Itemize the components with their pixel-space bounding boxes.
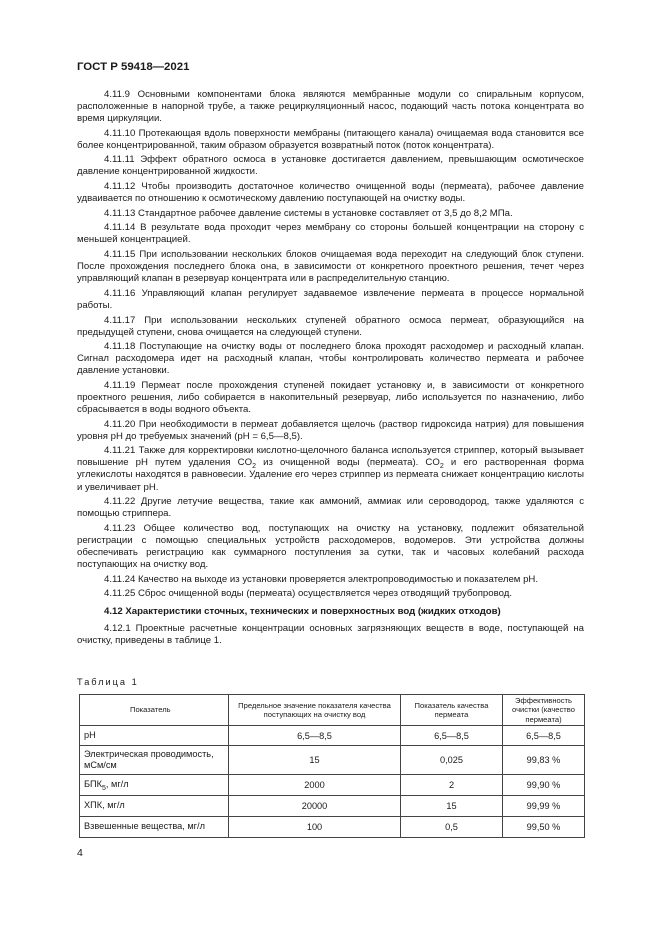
paragraph-4-11-25: 4.11.25 Сброс очищенной воды (пермеата) осуществляется через отводящий трубопровод.	[104, 588, 512, 600]
paragraph-4-11-11: 4.11.11 Эффект обратного осмоса в установке достигается давлением, превышающим осмотическое давление концентрированной жидкости.	[77, 154, 584, 178]
co2-subscript: 2	[439, 463, 444, 471]
row-name	[80, 775, 229, 796]
page-number: 4	[77, 847, 83, 859]
row-efficiency: 99,90 %	[503, 775, 585, 796]
paragraph-4-11-22: 4.11.22 Другие летучие вещества, такие как аммоний, аммиак или сероводород, также удаляются с помощью стриппера.	[77, 496, 584, 520]
paragraph-4-11-19: 4.11.19 Пермеат после прохождения ступеней покидает установку и, в зависимости от конкретного проектного решения, либо собирается в накопительный резервуар, либо используется по назначению, либо сбрасывается в воды водного объекта.	[77, 379, 584, 416]
row-limit: 100	[229, 817, 401, 838]
p21-part-b: из очищенной воды (пермеата). CO	[255, 457, 440, 469]
section-heading-4-12: 4.12 Характеристики сточных, технических и поверхностных вод (жидких отходов)	[104, 606, 501, 618]
column-header-indicator: Показатель	[80, 695, 229, 726]
p21-part-c: и его растворенная форма углекислоты находятся в равновесии. Удаление его через стриппер из пермеата снижает концентрацию кислоты и увеличивает pH.	[77, 457, 584, 493]
paragraph-4-11-18: 4.11.18 Поступающие на очистку воды от последнего блока проходят расходомер и расходный клапан. Сигнал расходомера идет на расходный клапан, чтобы контролировать количество пермеата и рабочее давление установки.	[77, 341, 584, 377]
row-name: pH	[80, 726, 229, 746]
row-permeate: 0,025	[401, 746, 503, 775]
body-text	[77, 89, 584, 647]
table-row	[80, 726, 585, 746]
paragraph-4-11-9: 4.11.9 Основными компонентами блока являются мембранные модули со спиральным корпусом, расположенные в напорной трубе, а также рециркуляционный насос, подающий часть потока концентрата во время циркуляции.	[77, 89, 584, 125]
row-limit: 20000	[229, 796, 401, 817]
co2-subscript: 2	[252, 463, 256, 471]
paragraph-4-11-10: 4.11.10 Протекающая вдоль поверхности мембраны (питающего канала) очищаемая вода становится все более концентрированной, таким образом образуется возвратный поток (поток концентрата).	[77, 127, 584, 151]
p21-part-a: 4.11.21 Также для корректировки кислотно-щелочного баланса используется стриппер, который вызывает повышение pH путем удаления CO	[77, 445, 584, 469]
row-permeate: 0,5	[401, 817, 503, 838]
bpk-label: БПК	[84, 779, 102, 790]
row-name: Взвешенные вещества, мг/л	[80, 817, 229, 838]
table-caption: Таблица 1	[77, 677, 139, 687]
bpk-unit: , мг/л	[105, 779, 129, 790]
row-name: Электрическая проводимость, мСм/см	[80, 746, 229, 775]
paragraph-4-11-23: 4.11.23 Общее количество вод, поступающих на очистку на установку, подлежит обязательной регистрации с помощью специальных устройств расходомеров, водомеров. Эти устройства должны обеспечивать регистрацию как суммарного поступления за сутки, так и часовых колебаний расхода поступающих на очистку вод.	[77, 522, 584, 570]
bpk-subscript: 5	[102, 785, 106, 793]
column-header-permeate: Показатель качества пермеата	[401, 695, 503, 726]
row-efficiency: 99,99 %	[503, 796, 585, 817]
column-header-limit: Предельное значение показателя качества поступающих на очистку вод	[229, 695, 401, 726]
row-permeate: 15	[401, 796, 503, 817]
table-header-row	[80, 695, 585, 726]
standard-header: ГОСТ Р 59418—2021	[77, 61, 190, 73]
column-header-efficiency: Эффективность очистки (качество пермеата)	[503, 695, 585, 726]
table-row	[80, 746, 585, 775]
paragraph-4-11-20: 4.11.20 При необходимости в пермеат добавляется щелочь (раствор гидроксида натрия) для повышения уровня pH до требуемых значений (pH = 6,5—8,5).	[77, 418, 584, 442]
table-1	[79, 694, 585, 838]
row-permeate: 2	[401, 775, 503, 796]
paragraph-4-12-1: 4.12.1 Проектные расчетные концентрации основных загрязняющих веществ в воде, поступающей на очистку, приведены в таблице 1.	[77, 622, 584, 647]
row-permeate: 6,5—8,5	[401, 726, 503, 746]
row-limit: 15	[229, 746, 401, 775]
paragraph-4-11-21	[77, 445, 584, 493]
paragraph-4-11-17: 4.11.17 При использовании нескольких ступеней обратного осмоса пермеат, образующийся на предыдущей ступени, снова очищается на следующей ступени.	[77, 314, 584, 338]
paragraph-4-11-24: 4.11.24 Качество на выходе из установки проверяется электропроводимостью и показателем pH.	[104, 573, 538, 585]
paragraph-4-11-15: 4.11.15 При использовании нескольких блоков очищаемая вода переходит на следующий блок ступени. После прохождения последнего блока она, в зависимости от конкретного проектного решения, течет через управляющий клапан в резервуар концентрата или в распределительную станцию.	[77, 249, 584, 285]
paragraph-4-11-14: 4.11.14 В результате вода проходит через мембрану со стороны большей концентрации на сторону с меньшей концентрацией.	[77, 222, 584, 246]
paragraph-4-11-12: 4.11.12 Чтобы производить достаточное количество очищенной воды (пермеата), рабочее давление удваивается по отношению к осмотическому давлению поступающей на очистку воды.	[77, 181, 584, 205]
row-limit: 2000	[229, 775, 401, 796]
table-row	[80, 817, 585, 838]
table-row	[80, 775, 585, 796]
row-name: ХПК, мг/л	[80, 796, 229, 817]
row-efficiency: 6,5—8,5	[503, 726, 585, 746]
paragraph-4-11-13: 4.11.13 Стандартное рабочее давление системы в установке составляет от 3,5 до 8,2 МПа.	[104, 207, 513, 219]
row-efficiency: 99,50 %	[503, 817, 585, 838]
row-efficiency: 99,83 %	[503, 746, 585, 775]
row-limit: 6,5—8,5	[229, 726, 401, 746]
table-row	[80, 796, 585, 817]
paragraph-4-11-16: 4.11.16 Управляющий клапан регулирует задаваемое извлечение пермеата в процессе нормальной работы.	[77, 287, 584, 311]
